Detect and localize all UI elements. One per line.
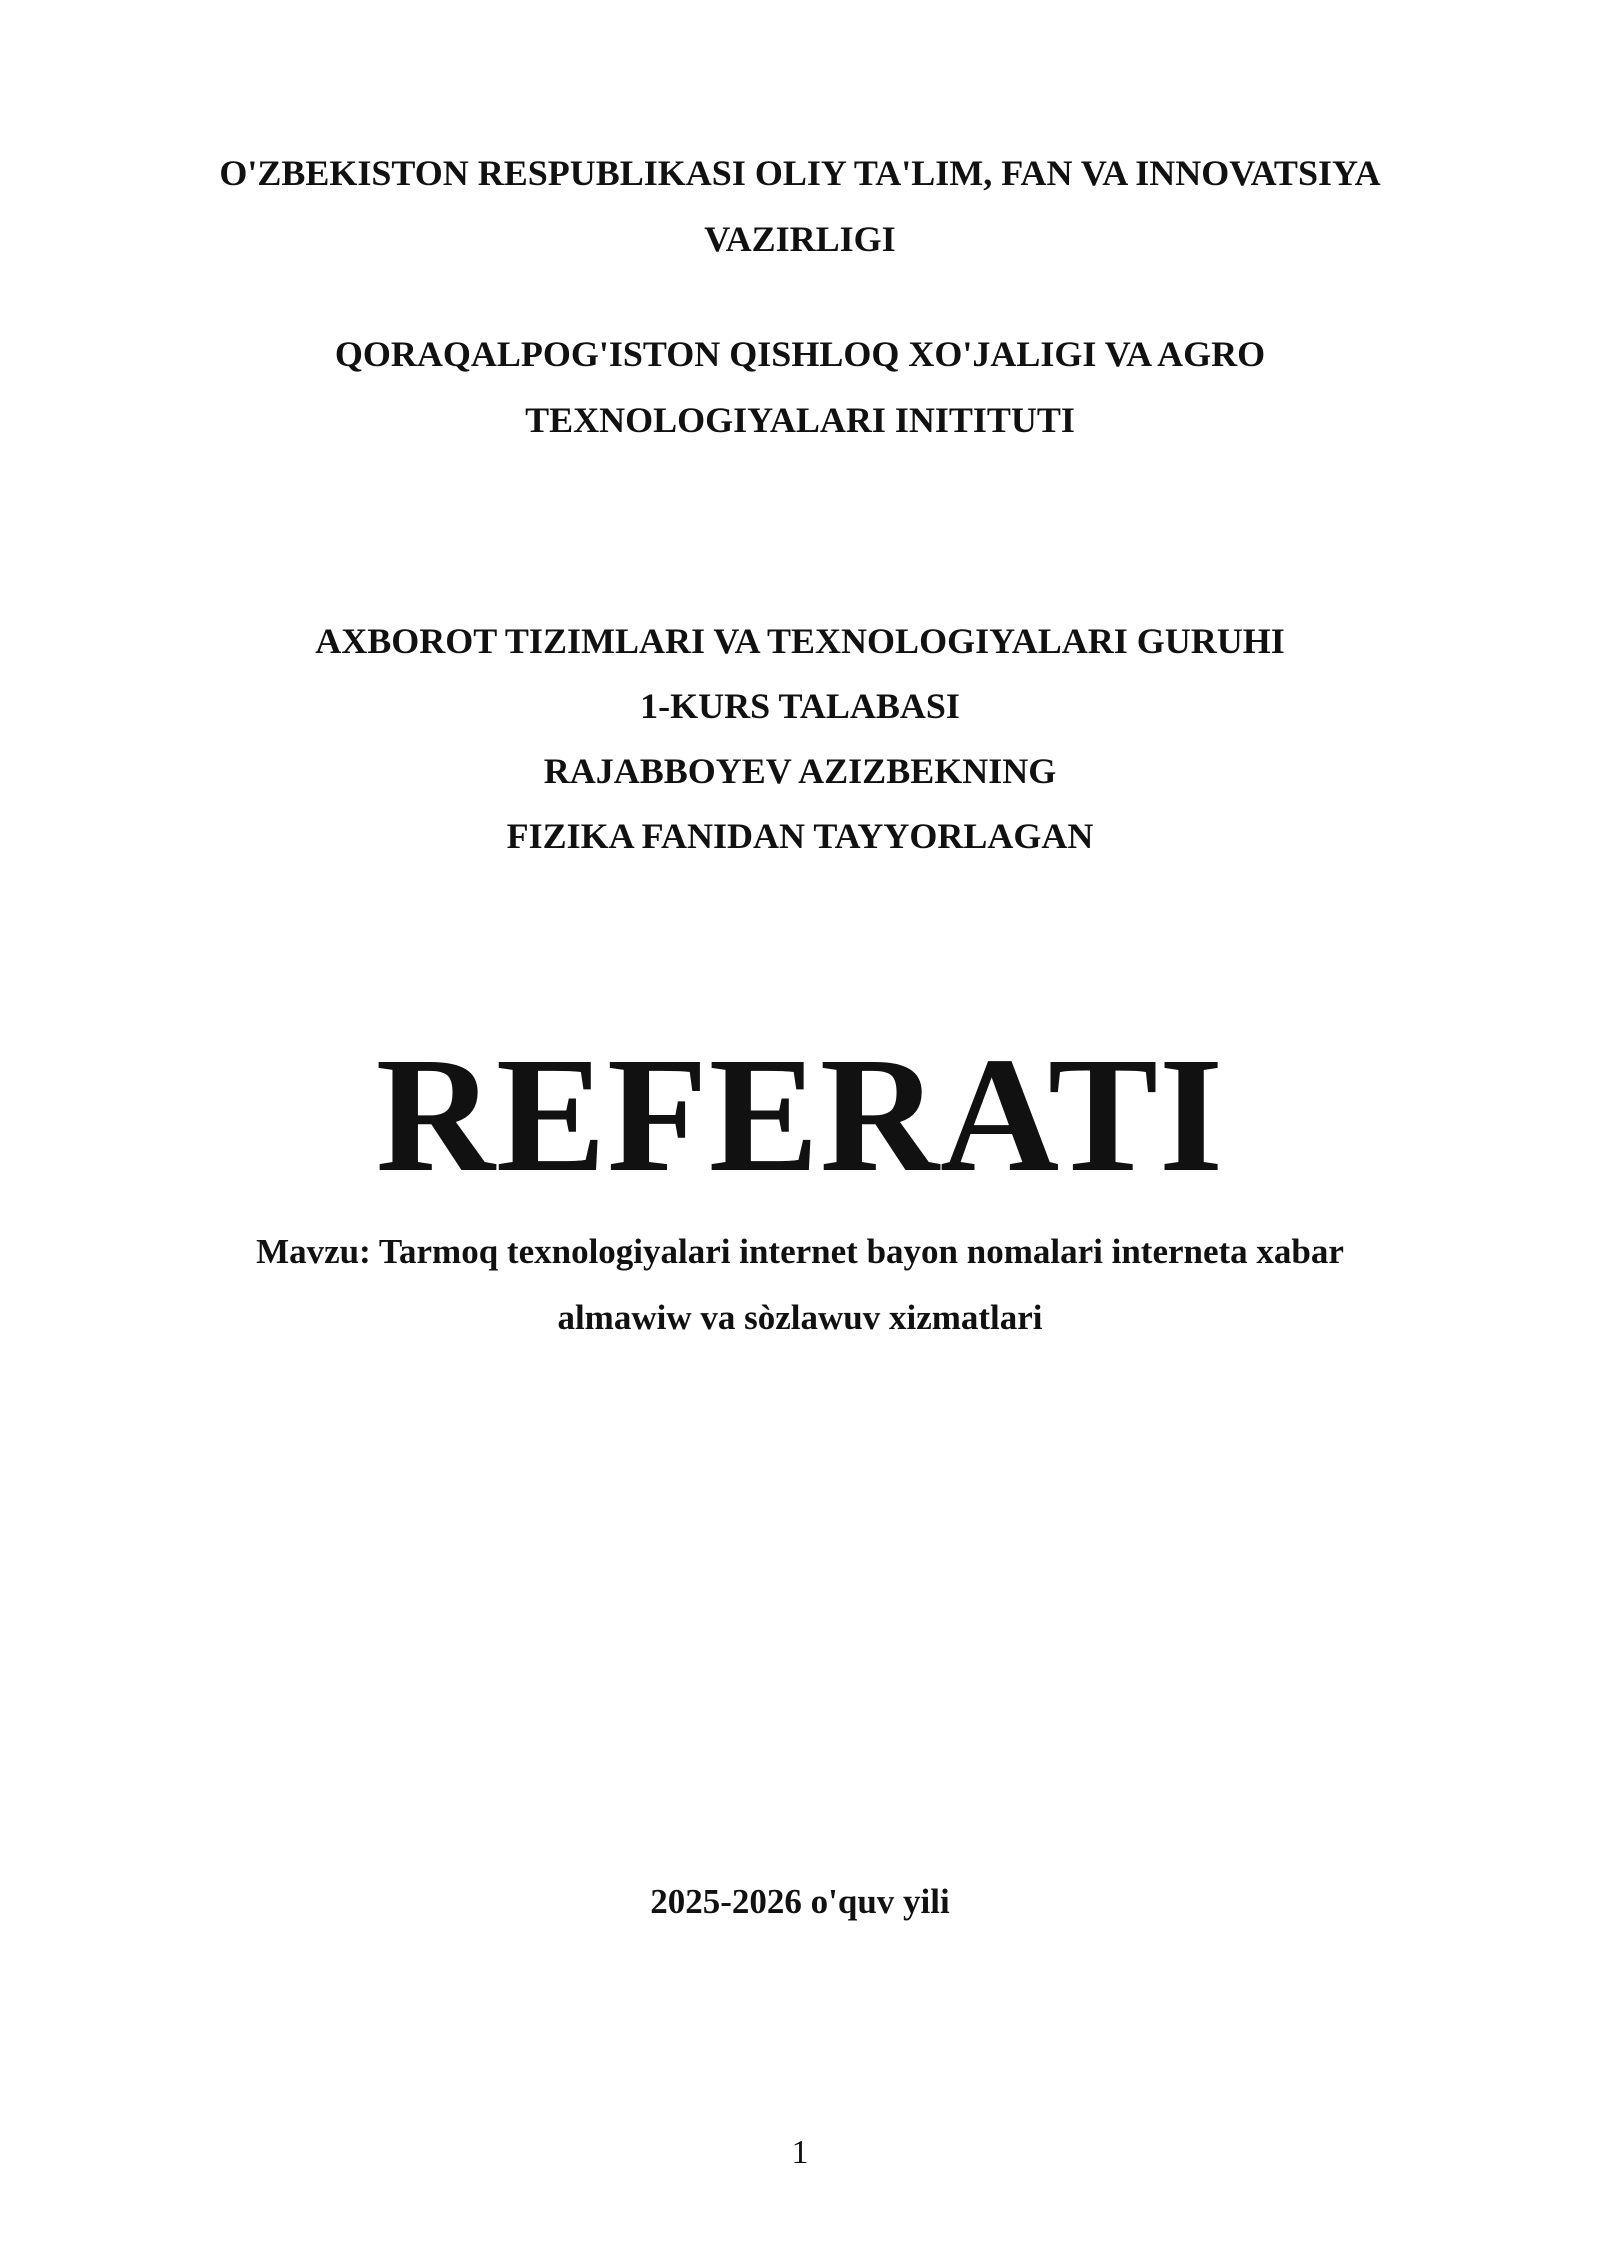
page-number: 1 [791, 2134, 809, 2171]
student-group: AXBOROT TIZIMLARI VA TEXNOLOGIYALARI GURUHI [315, 621, 1285, 661]
student-name: RAJABBOYEV AZIZBEKNING [543, 751, 1057, 791]
institute-line-2: TEXNOLOGIYALARI INITITUTI [525, 400, 1075, 440]
academic-year: 2025-2026 o'quv yili [650, 1882, 950, 1921]
institute-line-1: QORAQALPOG'ISTON QISHLOQ XO'JALIGI VA AGRO [334, 334, 1266, 374]
student-course: 1-KURS TALABASI [640, 686, 960, 726]
topic-line-2: almawiw va sòzlawuv xizmatlari [557, 1298, 1043, 1337]
topic-line-1: Mavzu: Tarmoq texnologiyalari internet bayon nomalari interneta xabar [256, 1232, 1344, 1271]
student-subject: FIZIKA FANIDAN TAYYORLAGAN [506, 816, 1094, 856]
ministry-line-2: VAZIRLIGI [704, 219, 896, 259]
document-title: REFERATI [375, 1023, 1225, 1206]
ministry-line-1: O'ZBEKISTON RESPUBLIKASI OLIY TA'LIM, FAN VA INNOVATSIYA [219, 153, 1381, 193]
